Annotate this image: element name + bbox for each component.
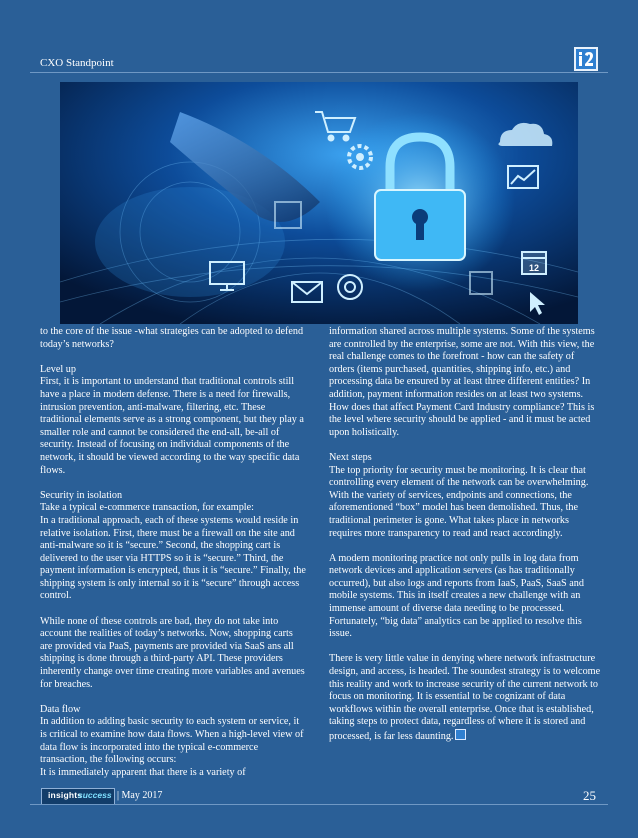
subheading: Data flow: [40, 703, 81, 715]
page-number: 25: [583, 788, 596, 803]
brand-name: insights: [48, 790, 83, 800]
calendar-icon: [522, 252, 546, 274]
paragraph: Take a typical e-commerce transaction, for example:: [40, 502, 254, 514]
footer-divider: [30, 804, 608, 805]
header-divider: [30, 72, 608, 73]
calendar-number: 12: [528, 263, 540, 273]
section-title: CXO Standpoint: [40, 57, 114, 69]
subheading: Level up: [40, 363, 76, 375]
publication-logo: [41, 788, 115, 805]
article-column-left: [40, 326, 307, 779]
paragraph-text: There is very little value in denying where network infrastructure design, and access, is headed. The soundest strategy is to welcome this reality and work to increase security of the current network to focus on monitoring. It is essential to be cognizant of data workflows within the overall enterprise. Once that is established, taking steps to protect data, regardless of where it is stored and processed, is far less daunting.: [329, 653, 601, 742]
paragraph: [329, 653, 601, 743]
paragraph: information shared across multiple systems. Some of the systems are controlled by the enterprise, some are not. With this view, the real challenge comes to the forefront - how can the safety of orders (items purchased, quantities, shipping info, etc.) and processing data be ensured by at least three different entities? In addition, payment information resides on at least two systems. How does that affect Payment Card Industry compliance? This is the level where security should be applied - and it must be acted upon holistically.: [329, 326, 595, 438]
hero-image: [60, 82, 578, 324]
subheading: Security in isolation: [40, 489, 123, 501]
paragraph: While none of these controls are bad, they do not take into account the realities of today’s networks. Now, shopping carts are provided via PaaS, payments are provided via SaaS ans all shipping is done through a third-party API. These providers inherently change over time creating more variables and avenues for breaches.: [40, 615, 305, 690]
paragraph: In a traditional approach, each of these systems would reside in relative isolation. First, there must be a firewall on the site and anti-malware so it is “secure.” Second, the shopping cart is delivered to the user via HTTPS so it is “secure.” Third, the payment information is encrypted, thus it is “secure.” Finally, the shipping system is only internal so it is “secure” through access control.: [40, 514, 306, 602]
paragraph: It is immediately apparent that there is a variety of: [40, 766, 246, 778]
magazine-logo-icon: [573, 46, 599, 72]
subheading: Next steps: [329, 451, 372, 463]
brand-suffix: success: [78, 790, 112, 800]
paragraph: In addition to adding basic security to each system or service, it is critical to examine how data flows. When a high-level view of data flow is incorporated into the typical e-commerce transaction, the following occurs:: [40, 716, 304, 766]
paragraph: The top priority for security must be monitoring. It is clear that controlling every element of the network can be overwhelming. With the variety of services, endpoints and connections, the aforementioned “box” model has been demolished. Thus, the traditional perimeter is gone. What takes place in networks requires more transparency to read and react accordingly.: [329, 464, 589, 539]
article-column-right: [329, 326, 601, 744]
end-mark-icon: [455, 729, 466, 740]
paragraph: First, it is important to understand that traditional controls still have a place in modern defense. There is a need for firewalls, intrusion prevention, anti-malware, filtering, etc. These traditional elements serve as a strong component, but they play a smaller role and cannot be considered the end-all, be-all of security. Instead of focusing on individual components of the network, it should be viewed according to the way specific data flows.: [40, 376, 304, 476]
paragraph: to the core of the issue -what strategies can be adopted to defend today’s networks?: [40, 326, 304, 350]
issue-date: | May 2017: [117, 790, 163, 801]
paragraph: A modern monitoring practice not only pulls in log data from network devices and application servers (as has traditionally occurred), but also logs and reports from IaaS, PaaS, SaaS and mobile systems. This in itself creates a new challenge with an immense amount of diverse data needing to be processed. Fortunately, “big data” analytics can be applied to resolve this issue.: [329, 552, 584, 640]
